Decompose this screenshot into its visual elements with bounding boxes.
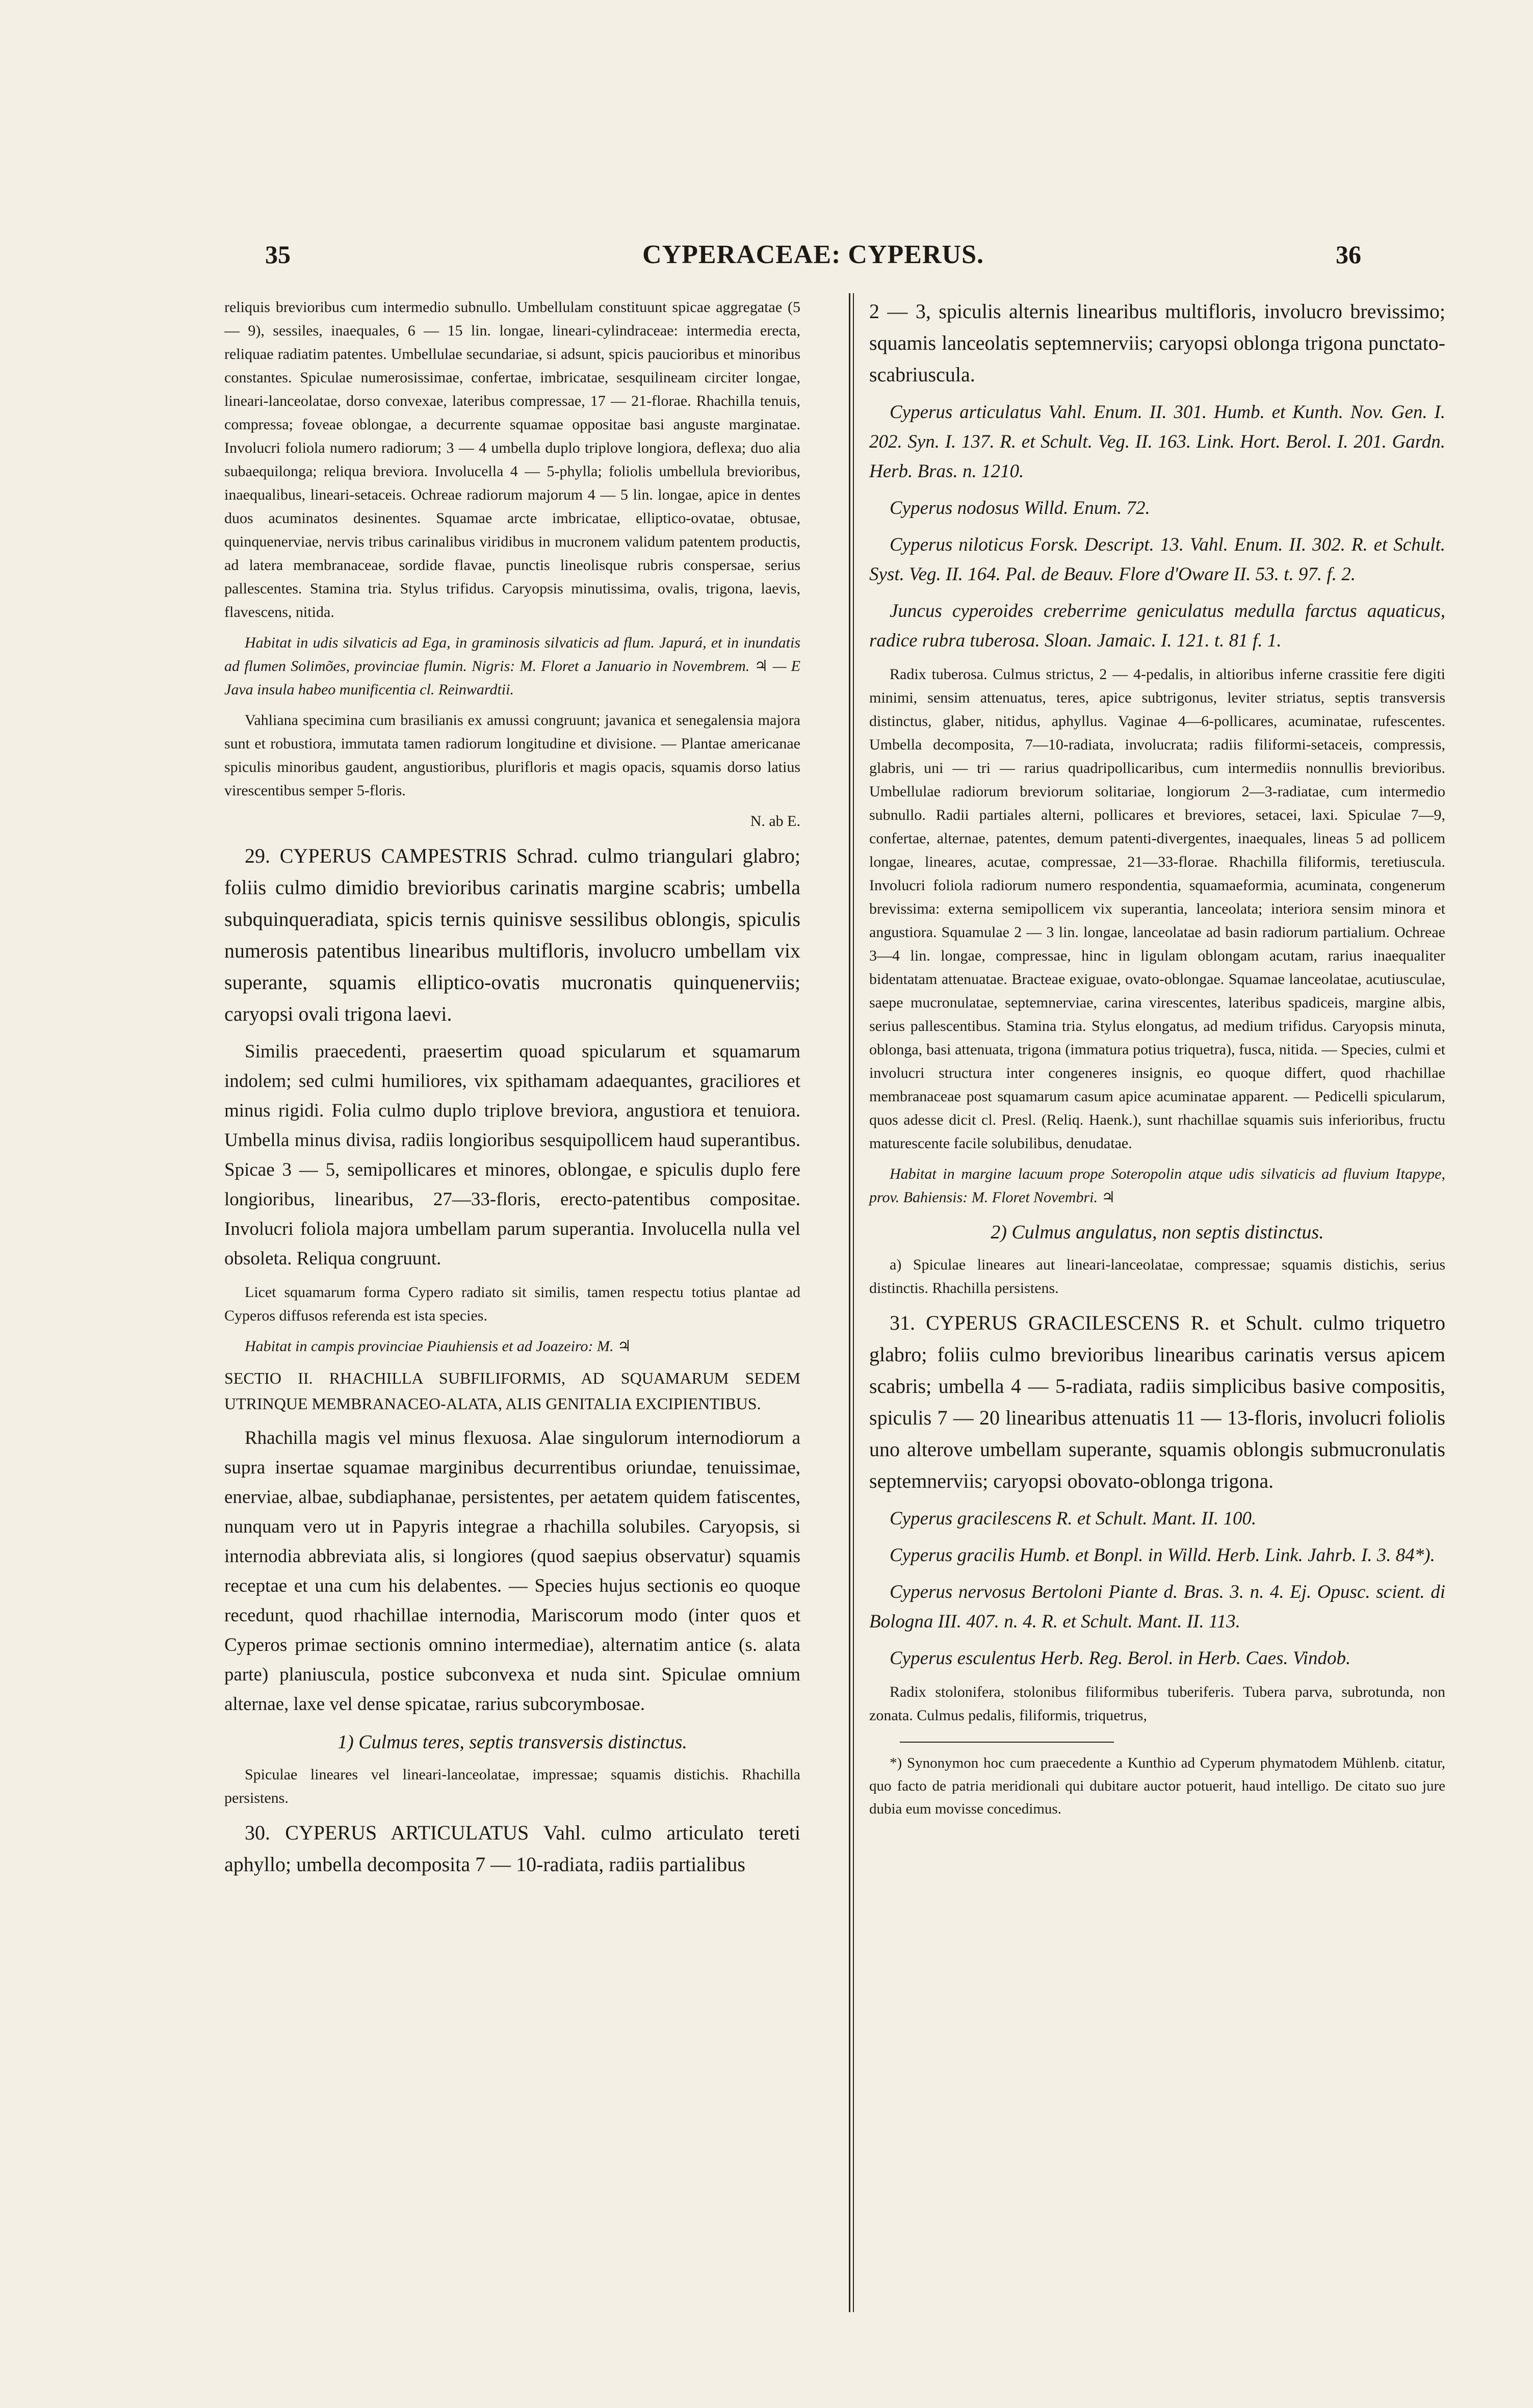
species-31-heading: 31. CYPERUS GRACILESCENS R. et Schult. culmo triquetro glabro; foliis culmo brevioribus linearibus carinatis versus apicem scabris; umbella 4 — 5-radiata, radiis simplicibus basive compositis, spiculis 7 — 20 linearibus attenuatis 11 — 13-floris, involucri foliolis uno alterove umbellam superante, squamis oblongis submucronulatis septemnerviis; caryopsi obovato-oblonga trigona.: [869, 1311, 1445, 1492]
page-number-right: 36: [1336, 240, 1361, 269]
species-29-note: Licet squamarum forma Cypero radiato sit similis, tamen respectu totius plantae ad Cyperos diffusos referenda est ista species.: [224, 1284, 800, 1324]
column-rule-inner: [853, 293, 854, 2312]
synonym-6: Cyperus gracilis Humb. et Bonpl. in Willd. Herb. Link. Jahrb. I. 3. 84*).: [890, 1545, 1435, 1566]
synonym-4: Juncus cyperoides creberrime geniculatus medulla farctus aquaticus, radice rubra tuberosa. Sloan. Jamaic. I. 121. t. 81 f. 1.: [869, 601, 1445, 651]
species-30-heading-continued: 2 — 3, spiculis alternis linearibus multifloris, involucro brevissimo; squamis lanceolatis septemnerviis; caryopsi oblonga trigona punctato-scabriuscula.: [869, 300, 1445, 386]
subsection-1-description: Spiculae lineares vel lineari-lanceolatae, impressae; squamis distichis. Rhachilla persistens.: [224, 1766, 800, 1806]
species-29-heading: 29. CYPERUS CAMPESTRIS Schrad. culmo triangulari glabro; foliis culmo dimidio brevioribus carinatis margine scabris; umbella subquinqueradiata, spicis ternis quinisve sessilibus oblongis, spiculis numerosis patentibus linearibus multifloris, involucro umbellam vix superante, squamis elliptico-ovatis mucronatis quinquenerviis; caryopsi ovali trigona laevi.: [224, 844, 800, 1025]
page-number-left: 35: [265, 240, 291, 269]
synonym-5: Cyperus gracilescens R. et Schult. Mant. II. 100.: [890, 1508, 1257, 1529]
author-signature: N. ab E.: [750, 813, 800, 830]
section-heading: SECTIO II. RHACHILLA SUBFILIFORMIS, AD SQUAMARUM SEDEM UTRINQUE MEMBRANACEO-ALATA, ALIS GENITALIA EXCIPIENTIBUS.: [224, 1369, 800, 1413]
left-column: [224, 296, 800, 1887]
synonym-8: Cyperus esculentus Herb. Reg. Berol. in Herb. Caes. Vindob.: [890, 1648, 1351, 1669]
synonym-7: Cyperus nervosus Bertoloni Piante d. Bras. 3. n. 4. Ej. Opusc. scient. di Bologna III. 407. n. 4. R. et Schult. Mant. II. 113.: [869, 1582, 1445, 1632]
synonym-2: Cyperus nodosus Willd. Enum. 72.: [890, 498, 1150, 519]
species-29-habitat: Habitat in campis provinciae Piauhiensis et ad Joazeiro: M. ♃: [245, 1338, 631, 1355]
subsection-2-description: a) Spiculae lineares aut lineari-lanceolatae, compressae; squamis distichis, serius distinctis. Rhachilla persistens.: [869, 1256, 1445, 1297]
note-paragraph: Vahliana specimina cum brasilianis ex amussi congruunt; javanica et senegalensia majora sunt et robustiora, immutata tamen radiorum longitudine et divisione. — Plantae americanae spiculis minoribus gaudent, angustioribus, plurifloris et magis opacis, squamis dorso latius virescentibus semper 5-floris.: [224, 712, 800, 799]
footnote-rule: [900, 1742, 1114, 1743]
right-column: [869, 296, 1445, 1828]
running-title: CYPERACEAE: CYPERUS.: [642, 240, 984, 269]
species-30-heading: 30. CYPERUS ARTICULATUS Vahl. culmo articulato tereti aphyllo; umbella decomposita 7 — 10-radiata, radiis partialibus: [224, 1821, 800, 1876]
species-29-description: Similis praecedenti, praesertim quoad spicularum et squamarum indolem; sed culmi humiliores, vix spithamam adaequantes, graciliores et minus rigidi. Folia culmo duplo triplove breviora, angustiora et tenuiora. Umbella minus divisa, radiis longioribus sesquipollicem haud superantibus. Spicae 3 — 5, semipollicares et minores, oblongae, e spiculis duplo fere longioribus, linearibus, 27—33-floris, erecto-patentibus compositae. Involucri foliola majora umbellam parum superantia. Involucella nulla vel obsoleta. Reliqua congruunt.: [224, 1041, 800, 1269]
description-paragraph: reliquis brevioribus cum intermedio subnullo. Umbellulam constituunt spicae aggregatae (5 — 9), sessiles, inaequales, 6 — 15 lin. longae, lineari-cylindraceae: intermedia erecta, reliquae radiatim patentes. Umbellulae secundariae, si adsunt, spicis paucioribus et minoribus constantes. Spiculae numerosissimae, confertae, imbricatae, sesquilineam circiter longae, lineari-lanceolatae, dorso convexae, lateribus compressae, 17 — 21-florae. Rhachilla tenuis, compressa; foveae oblongae, a decurrente squamae oppositae basi anguste marginatae. Involucri foliola numero radiorum; 3 — 4 umbella duplo triplove longiora, deflexa; duo alia subaequilonga; reliqua breviora. Involucella 4 — 5-phylla; foliolis umbellula brevioribus, inaequalibus, lineari-setaceis. Ochreae radiorum majorum 4 — 5 lin. longae, apice in dentes duos acuminatos desinentes. Squamae arcte imbricatae, elliptico-ovatae, obtusae, quinquenerviae, nervis tribus carinalibus viridibus in mucronem validum patentem productis, ad latera membranaceae, sordide flavae, punctis lineolisque rubris conspersae, serius pallescentes. Stamina tria. Stylus trifidus. Caryopsis minutissima, ovalis, trigona, laevis, flavescens, nitida.: [224, 299, 800, 620]
subsection-1-title: 1) Culmus teres, septis transversis distinctus.: [337, 1731, 687, 1753]
column-rule: [849, 293, 850, 2312]
species-30-habitat: Habitat in margine lacuum prope Soteropolin atque udis silvaticis ad fluvium Itapype, prov. Bahiensis: M. Floret Novembri. ♃: [869, 1166, 1445, 1206]
section-description: Rhachilla magis vel minus flexuosa. Alae singulorum internodiorum a supra insertae squamae marginibus decurrentibus oriundae, tenuissimae, enerviae, albae, subdiaphanae, persistentes, per aetatem quidem fatiscentes, nunquam vero ut in Papyris integrae a rhachilla solubiles. Caryopsis, si internodia abbreviata alis, si longiores (quod saepius observatur) squamis receptae et una cum his delabentes. — Species hujus sectionis eo quoque recedunt, quod rhachillae internodia, Mariscorum modo (inter quos et Cyperos primae sectionis omnino intermediae), alternatim antice (s. alata parte) planiuscula, postice subconvexa et nuda sint. Spiculae omnium alternae, laxe vel dense spicatae, rarius subcorymbosae.: [224, 1428, 800, 1715]
footnote: *) Synonymon hoc cum praecedente a Kunthio ad Cyperum phymatodem Mühlenb. citatur, quo facto de patria meridionali qui dubitare auctor potuerit, haud intelligo. De citato suo jure dubia eum movisse concedimus.: [869, 1755, 1445, 1817]
species-30-description: Radix tuberosa. Culmus strictus, 2 — 4-pedalis, in altioribus inferne crassitie fere digiti minimi, sensim attenuatus, teres, apice subtrigonus, leviter striatus, septis transversis distinctus, glaber, nitidus, aphyllus. Vaginae 4—6-pollicares, acuminatae, rufescentes. Umbella decomposita, 7—10-radiata, involucrata; radiis filiformi-setaceis, compressis, glabris, uni — tri — rarius quadripollicaribus, cum intermediis nonnullis brevioribus. Umbellulae radiorum breviorum solitariae, longiorum 2—3-radiatae, cum intermedio subnullo. Radii partiales alterni, pollicares et breviores, setacei, laxi. Spiculae 7—9, confertae, alternae, patentes, demum patenti-divergentes, inaequales, lineas 5 ad pollicem longae, lineares, acutae, compressae, 21—33-florae. Rhachilla filiformis, teretiuscula. Involucri foliola radiorum numero respondentia, squamaeformia, acuminata, congenerum brevissima: externa semipollicem vix superantia, lanceolata; interiora sensim minora et angustiora. Squamulae 2 — 3 lin. longae, lanceolatae ad basin radiorum partialium. Ochreae 3—4 lin. longae, compressae, hinc in ligulam oblongam acutam, rarius inaequaliter bidentatam attenuatae. Bracteae exiguae, ovato-oblongae. Squamae lanceolatae, acutiusculae, saepe mucronulatae, septemnerviae, carina virescentes, lateribus spadiceis, margine albis, serius pallescentibus. Stamina tria. Stylus elongatus, ad medium trifidus. Caryopsis minuta, oblonga, basi attenuata, trigona (immatura potius triquetra), fusca, nitida. — Species, culmi et involucri structura inter congeneres insignis, eo quoque differt, quod rhachillae membranaceae post squamarum casum apice acuminatae apparent. — Pedicelli spicularum, quos adesse dicit cl. Presl. (Reliq. Haenk.), sunt rhachillae squamis suis inferioribus, fructu maturescente facile solubilibus, denudatae.: [869, 666, 1445, 1152]
synonym-3: Cyperus niloticus Forsk. Descript. 13. Vahl. Enum. II. 302. R. et Schult. Syst. Veg. II. 164. Pal. de Beauv. Flore d'Oware II. 53. t. 97. f. 2.: [869, 534, 1445, 585]
habitat-paragraph: Habitat in udis silvaticis ad Ega, in graminosis silvaticis ad flum. Japurá, et in inundatis ad flumen Solimões, provinciae flumin. Nigris: M. Floret a Januario in Novembrem. ♃ — E Java insula habeo munificentia cl. Reinwardtii.: [224, 634, 800, 698]
page-header: [265, 240, 1361, 280]
subsection-2-title: 2) Culmus angulatus, non septis distinctus.: [991, 1222, 1324, 1243]
species-31-description: Radix stolonifera, stolonibus filiformibus tuberiferis. Tubera parva, subrotunda, non zonata. Culmus pedalis, filiformis, triquetrus,: [869, 1684, 1445, 1724]
synonym-1: Cyperus articulatus Vahl. Enum. II. 301. Humb. et Kunth. Nov. Gen. I. 202. Syn. I. 137. R. et Schult. Veg. II. 163. Link. Hort. Berol. I. 201. Gardn. Herb. Bras. n. 1210.: [869, 402, 1445, 482]
